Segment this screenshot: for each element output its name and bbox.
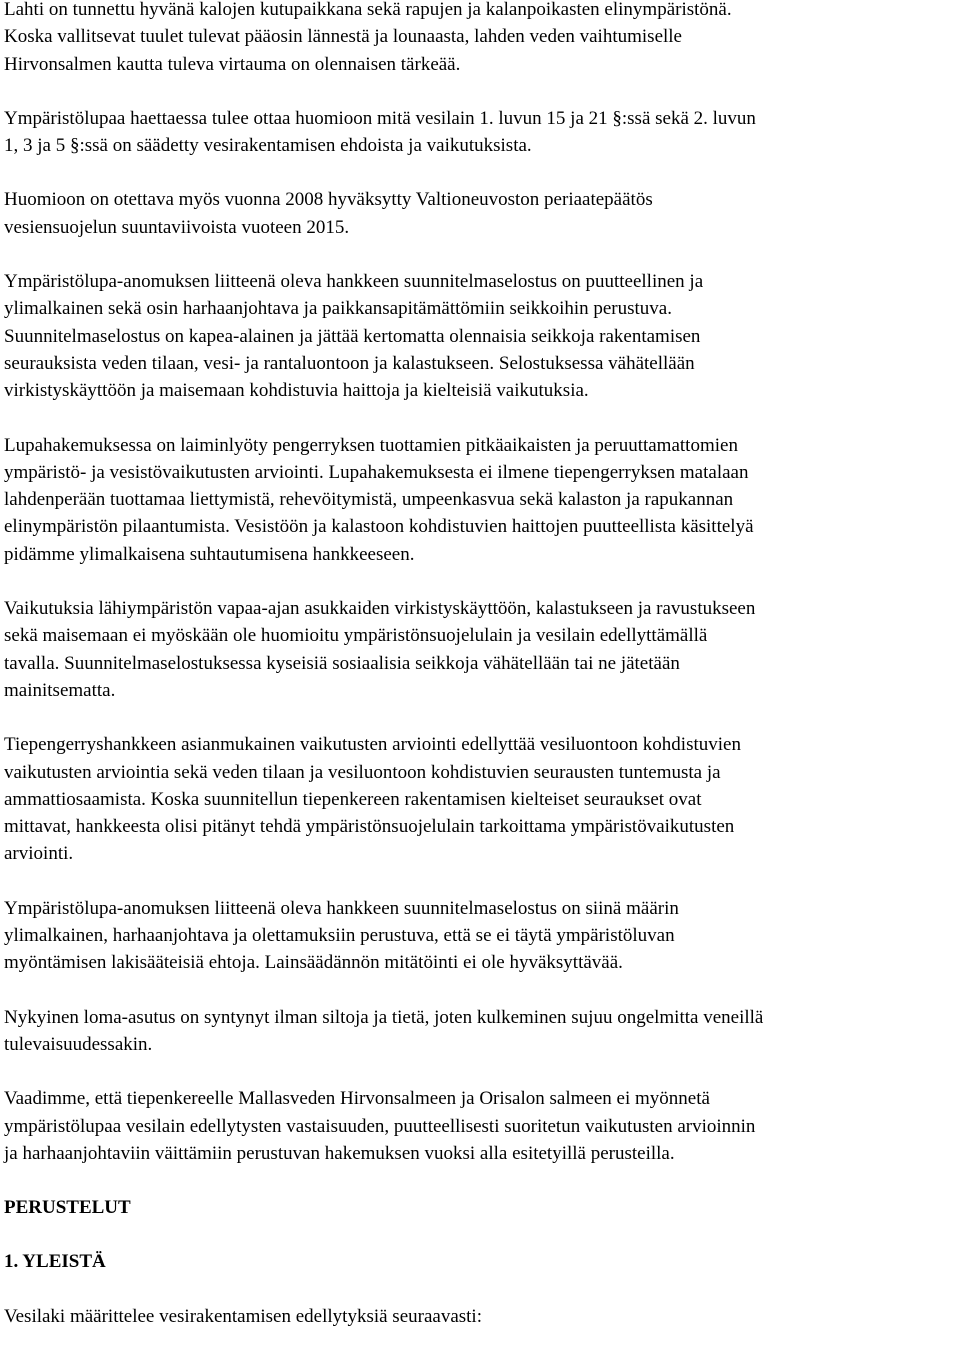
text-line: Lupahakemuksessa on laiminlyöty pengerryksen tuottamien pitkäaikaisten ja peruuttamattomien: [4, 434, 738, 456]
text-line: Huomioon on otettava myös vuonna 2008 hyväksytty Valtioneuvoston periaatepäätös: [4, 189, 653, 211]
paragraph-plan-report: [4, 268, 960, 404]
text-line: Lahti on tunnettu hyvänä kalojen kutupaikkana sekä rapujen ja kalanpoikasten elinympäristönä.: [4, 0, 732, 20]
text-line: Ympäristölupaa haettaessa tulee ottaa huomioon mitä vesilain 1. luvun 15 ja 21 §:ssä sekä 2. luvun: [4, 107, 756, 129]
text-line: Vaadimme, että tiepenkereelle Mallasveden Hirvonsalmeen ja Orisalon salmeen ei myönnetä: [4, 1088, 710, 1110]
text-line: mainitsematta.: [4, 679, 116, 701]
text-line: tavalla. Suunnitelmaselostuksessa kyseisiä sosiaalisia seikkoja vähätellään tai ne jätetään: [4, 652, 680, 674]
paragraph-recreation: [4, 595, 960, 704]
text-line: 1, 3 ja 5 §:ssä on säädetty vesirakentamisen ehdoista ja vaikutuksista.: [4, 135, 532, 157]
text-line: Ympäristölupa-anomuksen liitteenä oleva hankkeen suunnitelmaselostus on puutteellinen ja: [4, 271, 704, 293]
text-line: sekä maisemaan ei myöskään ole huomioitu ympäristönsuojelulain ja vesilain edellyttämällä: [4, 625, 708, 647]
paragraph-boat-access: [4, 1004, 960, 1059]
text-line: Nykyinen loma-asutus on syntynyt ilman siltoja ja tietä, joten kulkeminen sujuu ongelmitta veneillä: [4, 1006, 764, 1028]
text-line: Vaikutuksia lähiympäristön vapaa-ajan asukkaiden virkistyskäyttöön, kalastukseen ja ravustukseen: [4, 598, 756, 620]
paragraph-water-act-definition: [4, 1303, 960, 1330]
text-line: myöntämisen lakisääteisiä ehtoja. Lainsäädännön mitätöinti ei ole hyväksyttävää.: [4, 952, 623, 974]
text-line: seurauksista veden tilaan, vesi- ja rantaluontoon ja kalastukseen. Selostuksessa vähätellään: [4, 352, 695, 374]
text-line: Suunnitelmaselostus on kapea-alainen ja jättää kertomatta olennaisia seikkoja rakentamisen: [4, 325, 701, 347]
text-line: mittavat, hankkeesta olisi pitänyt tehdä ympäristönsuojelulain tarkoittama ympäristövaikutusten: [4, 816, 735, 838]
text-line: arviointi.: [4, 843, 74, 865]
text-line: ylimalkainen sekä osin harhaanjohtava ja paikkansapitämättömiin seikkoihin perustuva.: [4, 298, 672, 320]
text-line: tulevaisuudessakin.: [4, 1033, 153, 1055]
section-heading-yleista: 1. YLEISTÄ: [4, 1251, 106, 1273]
text-line: Ympäristölupa-anomuksen liitteenä oleva hankkeen suunnitelmaselostus on siinä määrin: [4, 897, 679, 919]
text-line: vesiensuojelun suuntaviivoista vuoteen 2015.: [4, 216, 350, 238]
text-line: ympäristölupaa vesilain edellytysten vastaisuuden, puutteellisesti suoritetun vaikutusten arvioinnin: [4, 1115, 756, 1137]
text-line: Koska vallitsevat tuulet tulevat pääosin lännestä ja lounaasta, lahden veden vaihtumiselle: [4, 26, 682, 48]
section-heading-perustelut: PERUSTELUT: [4, 1197, 131, 1219]
text-line: vaikutusten arviointia sekä veden tilaan ja vesiluontoon kohdistuvien seurausten tuntemusta ja: [4, 761, 721, 783]
text-line: elinympäristön pilaantumista. Vesistöön ja kalastoon kohdistuvien haittojen puutteellista käsittelyä: [4, 516, 754, 538]
text-line: Tiepengerryshankkeen asianmukainen vaikutusten arviointi edellyttää vesiluontoon kohdistuvien: [4, 734, 741, 756]
text-line: Vesilaki määrittelee vesirakentamisen edellytyksiä seuraavasti:: [4, 1305, 482, 1327]
document-page: [4, 0, 960, 1357]
text-line: virkistyskäyttöön ja maisemaan kohdistuvia haittoja ja kielteisiä vaikutuksia.: [4, 380, 589, 402]
text-line: ympäristö- ja vesistövaikutusten arviointi. Lupahakemuksesta ei ilmene tiepengerryksen matalaan: [4, 461, 749, 483]
text-line: ammattiosaamista. Koska suunnitellun tiepenkereen rakentamisen kielteiset seuraukset ovat: [4, 788, 702, 810]
paragraph-government-decision: [4, 186, 960, 241]
paragraph-demand: [4, 1085, 960, 1167]
text-line: ylimalkainen, harhaanjohtava ja olettamuksiin perustuva, että se ei täytä ympäristöluvan: [4, 925, 675, 947]
paragraph-impact-assessment: [4, 432, 960, 568]
text-line: pidämme ylimalkaisena suhtautumisena hankkeeseen.: [4, 543, 415, 565]
text-line: ja harhaanjohtaviin väittämiin perustuvan hakemuksen vuoksi alla esitetyillä perusteilla.: [4, 1142, 675, 1164]
paragraph-permit-conditions: [4, 895, 960, 977]
paragraph-habitat: [4, 0, 960, 78]
text-line: lahdenperään tuottamaa liettymistä, rehevöitymistä, umpeenkasvua sekä kalaston ja rapukannan: [4, 489, 734, 511]
paragraph-assessment-requirement: [4, 731, 960, 867]
text-line: Hirvonsalmen kautta tuleva virtauma on olennaisen tärkeää.: [4, 53, 461, 75]
paragraph-water-act: [4, 105, 960, 160]
